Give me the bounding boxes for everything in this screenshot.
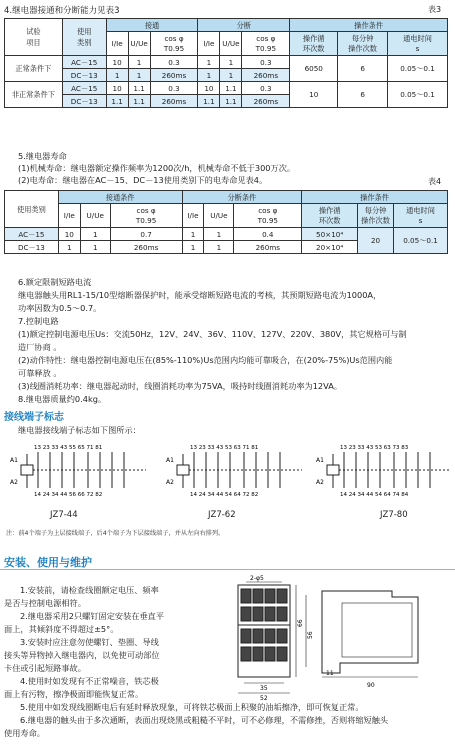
install-heading: 安装、使用与维护 bbox=[4, 556, 92, 569]
table4 bbox=[4, 190, 448, 254]
table-row bbox=[5, 56, 448, 69]
t4-cell: 1 bbox=[204, 228, 234, 241]
t3-h-bu: U/Ue bbox=[220, 32, 242, 56]
life-heading: 5.继电器寿命 bbox=[18, 151, 67, 161]
t3-cell: 10 bbox=[106, 56, 128, 69]
install-step-3a: 3.安装时应注意勿使螺钉、垫圈、导线 bbox=[20, 637, 159, 647]
t4-cell: 1 bbox=[80, 228, 110, 241]
t3-h-on: 通电时间 s bbox=[388, 32, 448, 56]
coil-a2-label: A2 bbox=[166, 479, 174, 486]
t4-h-cyc: 操作循 环次数 bbox=[302, 204, 358, 228]
install-step-4b: 面上有污物，擦净极面即能恢复正常。 bbox=[4, 689, 144, 699]
t4-h-bu: U/Ue bbox=[204, 204, 234, 228]
t3-group-abnormal: 非正常条件下 bbox=[5, 82, 63, 108]
t3-h-op: 操作条件 bbox=[290, 19, 448, 32]
t3-cell: 0.05～0.1 bbox=[388, 56, 448, 82]
coil-symbol bbox=[177, 465, 189, 475]
t3-cell: 1.1 bbox=[106, 95, 128, 108]
t3-cell: AC－15 bbox=[62, 56, 106, 69]
dim-35: 35 bbox=[260, 685, 268, 692]
t3-cell: 1 bbox=[220, 56, 242, 69]
install-step-1b: 是否与控制电源相符。 bbox=[4, 598, 86, 608]
diagram-bottom-numbers: 14 24 34 44 54 64 74 84 bbox=[340, 492, 409, 498]
coil-symbol bbox=[21, 465, 33, 475]
t4-cell: 20 bbox=[358, 228, 394, 254]
model-jz7-80: JZ7-80 bbox=[380, 510, 408, 520]
t4-cell: 260ms bbox=[110, 241, 182, 254]
t4-h-pm: 每分钟 操作次数 bbox=[358, 204, 394, 228]
model-jz7-44: JZ7-44 bbox=[50, 510, 78, 520]
t3-h-pm: 每分钟 操作次数 bbox=[338, 32, 388, 56]
t4-cell: AC－15 bbox=[5, 228, 59, 241]
t3-group-normal: 正常条件下 bbox=[5, 56, 63, 82]
t4-h-make: 接通条件 bbox=[58, 191, 182, 204]
table3-tag: 表3 bbox=[428, 5, 442, 14]
dim-11: 11 bbox=[326, 670, 334, 677]
coil-symbol bbox=[327, 465, 339, 475]
t3-h-test: 试验 项目 bbox=[5, 19, 63, 56]
sec7-heading: 7.控制电路 bbox=[18, 316, 59, 326]
t3-cell: 260ms bbox=[150, 95, 198, 108]
t4-h-cat: 使用类别 bbox=[5, 191, 59, 228]
t3-cell: 0.3 bbox=[150, 56, 198, 69]
diagram-bottom-numbers: 14 24 34 44 56 66 72 82 bbox=[34, 492, 103, 498]
t4-h-bi: I/Ie bbox=[182, 204, 204, 228]
sec7-text-a: (1)额定控制电源电压Us：交流50Hz，12V、24V、36V、110V、127V、220V、380V，其它规格可与制 bbox=[18, 329, 407, 339]
t3-h-bi: I/Ie bbox=[198, 32, 220, 56]
life-elec: (2)电寿命：继电器在AC－15、DC－13使用类别下的电寿命见表4。 bbox=[18, 175, 268, 185]
sec7-text-c: (2)动作特性：继电器控制电源电压在(85%-110%)Us范围内均能可靠吸合，在(20%-75%)Us范围内能 bbox=[18, 355, 393, 365]
dim-90: 90 bbox=[367, 682, 375, 689]
table3-title: 4.继电器接通和分断能力见表3 bbox=[4, 6, 120, 16]
t3-cell: 260ms bbox=[242, 69, 290, 82]
t3-cell: 0.3 bbox=[150, 82, 198, 95]
t3-cell: DC－13 bbox=[62, 95, 106, 108]
life-mech: (1)机械寿命：继电器额定操作频率为1200次/h，机械寿命不低于300万次。 bbox=[18, 163, 296, 173]
t3-cell: 1.1 bbox=[128, 82, 150, 95]
table4-tag: 表4 bbox=[428, 177, 442, 186]
install-step-3b: 接头等异物掉入继电器内，以免使可动部位 bbox=[4, 650, 160, 660]
install-step-1a: 1.安装前，请检查线圈额定电压、频率 bbox=[20, 585, 159, 595]
t4-cell: 1 bbox=[58, 241, 80, 254]
t4-cell: 0.7 bbox=[110, 228, 182, 241]
table3 bbox=[4, 18, 448, 108]
sec6-text-b: 功率因数为0.5～0.7。 bbox=[18, 303, 102, 313]
t3-cell: 1 bbox=[106, 69, 128, 82]
terminals-heading: 接线端子标志 bbox=[4, 412, 64, 423]
coil-a2-label: A2 bbox=[10, 479, 18, 486]
t3-cell: DC－13 bbox=[62, 69, 106, 82]
t4-cell: 1 bbox=[182, 228, 204, 241]
t3-h-break: 分断 bbox=[198, 19, 290, 32]
t4-cell: 10 bbox=[58, 228, 80, 241]
t4-cell: 0.05～0.1 bbox=[394, 228, 448, 254]
t3-cell: 10 bbox=[198, 82, 220, 95]
t3-cell: 10 bbox=[290, 82, 338, 108]
install-step-6a: 6.继电器的触头由于多次通断，表面出现烧黑或粗糙不平时，可不必修理，不需修挫，否则将缩短触头 bbox=[20, 715, 389, 725]
install-step-5: 5.使用中如发现线圈断电后有延时释放现象，可将铁芯极面上积聚的油垢擦净，即可恢复正常。 bbox=[20, 702, 364, 712]
diagram-top-numbers: 13 23 33 43 53 63 71 81 bbox=[190, 445, 259, 451]
sec7-text-b: 造厂协商 。 bbox=[18, 342, 62, 352]
model-jz7-62: JZ7-62 bbox=[208, 510, 236, 520]
terminals-note: 注：前4个端子为上层接线端子，后4个端子为下层接线端子，并从左向右排列。 bbox=[6, 530, 225, 537]
t4-h-bc: cos φ T0.95 bbox=[234, 204, 302, 228]
t3-h-make: 接通 bbox=[106, 19, 198, 32]
diagram-top-numbers: 13 23 33 43 55 65 71 81 bbox=[34, 445, 103, 451]
t4-cell: 20×10⁴ bbox=[302, 241, 358, 254]
t3-cell: 0.3 bbox=[242, 56, 290, 69]
coil-a1-label: A1 bbox=[10, 457, 18, 464]
t3-cell: 1 bbox=[220, 69, 242, 82]
t4-h-op: 操作条件 bbox=[302, 191, 448, 204]
t3-h-cat: 使用 类别 bbox=[62, 19, 106, 56]
wiring-diagram-jz7-62 bbox=[160, 440, 308, 510]
t3-h-bc: cos φ T0.95 bbox=[242, 32, 290, 56]
t3-h-mi: I/Ie bbox=[106, 32, 128, 56]
t3-cell: AC－15 bbox=[62, 82, 106, 95]
diagram-top-numbers: 13 23 33 43 53 63 73 83 bbox=[340, 445, 409, 451]
coil-a1-label: A1 bbox=[316, 457, 324, 464]
sec6-heading: 6.额定限制短路电流 bbox=[18, 277, 92, 287]
t3-cell: 1 bbox=[128, 56, 150, 69]
install-step-4a: 4.使用时如发现有不正常噪音，铁芯极 bbox=[20, 676, 159, 686]
t4-h-mi: I/Ie bbox=[58, 204, 80, 228]
terminals-intro: 继电器接线端子标志如下图所示： bbox=[18, 425, 141, 435]
t3-h-cyc: 操作循 环次数 bbox=[290, 32, 338, 56]
wiring-diagram-jz7-44 bbox=[4, 440, 152, 510]
t3-h-mu: U/Ue bbox=[128, 32, 150, 56]
t3-cell: 1 bbox=[128, 69, 150, 82]
sec6-text-a: 继电器触头用RL1-15/10型熔断器保护时，能承受熔断短路电流的考核，其预期短路电流为1000A， bbox=[18, 290, 382, 300]
sec7-text-d: 可靠释放 。 bbox=[18, 368, 62, 378]
table-row bbox=[5, 82, 448, 95]
t4-cell: 1 bbox=[80, 241, 110, 254]
t4-h-on: 通电时间 s bbox=[394, 204, 448, 228]
t3-cell: 10 bbox=[106, 82, 128, 95]
t3-cell: 260ms bbox=[150, 69, 198, 82]
relay-dimension-drawing bbox=[222, 573, 452, 701]
t3-cell: 0.05～0.1 bbox=[388, 82, 448, 108]
sec8-text: 8.继电器质量约0.4kg。 bbox=[18, 394, 107, 404]
t4-cell: 1 bbox=[182, 241, 204, 254]
install-step-2a: 2.继电器采用2只螺钉固定安装在垂直平 bbox=[20, 611, 165, 621]
coil-a1-label: A1 bbox=[166, 457, 174, 464]
t4-cell: 50×10⁴ bbox=[302, 228, 358, 241]
install-divider bbox=[0, 569, 455, 570]
dim-66: 66 bbox=[297, 619, 304, 627]
diagram-bottom-numbers: 14 24 34 44 54 64 72 82 bbox=[190, 492, 259, 498]
t3-h-mc: cos φ T0.95 bbox=[150, 32, 198, 56]
t4-cell: DC－13 bbox=[5, 241, 59, 254]
t3-cell: 1 bbox=[198, 56, 220, 69]
t3-cell: 6050 bbox=[290, 56, 338, 82]
install-step-3c: 卡住或引起短路事故。 bbox=[4, 663, 86, 673]
t3-cell: 1.1 bbox=[128, 95, 150, 108]
t3-cell: 1.1 bbox=[220, 95, 242, 108]
t3-cell: 6 bbox=[338, 56, 388, 82]
dim-56: 56 bbox=[307, 631, 314, 639]
table-row bbox=[5, 228, 448, 241]
t4-cell: 1 bbox=[204, 241, 234, 254]
t4-cell: 0.4 bbox=[234, 228, 302, 241]
sec7-text-e: (3)线圈消耗功率：继电器起动时，线圈消耗功率为75VA，吸持时线圈消耗功率为12VA。 bbox=[18, 381, 342, 391]
t3-cell: 1.1 bbox=[220, 82, 242, 95]
wiring-diagram-jz7-80 bbox=[310, 440, 455, 510]
t3-cell: 6 bbox=[338, 82, 388, 108]
t4-h-mu: U/Ue bbox=[80, 204, 110, 228]
t4-h-break: 分断条件 bbox=[182, 191, 302, 204]
install-step-2b: 面上，其倾斜度不得超过±5°。 bbox=[4, 624, 119, 634]
t4-h-mc: cos φ T0.95 bbox=[110, 204, 182, 228]
coil-a2-label: A2 bbox=[316, 479, 324, 486]
install-step-6b: 使用寿命。 bbox=[4, 728, 45, 738]
t3-cell: 1.1 bbox=[198, 95, 220, 108]
t3-cell: 260ms bbox=[242, 95, 290, 108]
t3-cell: 1 bbox=[198, 69, 220, 82]
t3-cell: 0.3 bbox=[242, 82, 290, 95]
dim-mounting-holes: 2-φ5 bbox=[250, 575, 264, 582]
dim-52: 52 bbox=[260, 695, 268, 701]
t4-cell: 260ms bbox=[234, 241, 302, 254]
